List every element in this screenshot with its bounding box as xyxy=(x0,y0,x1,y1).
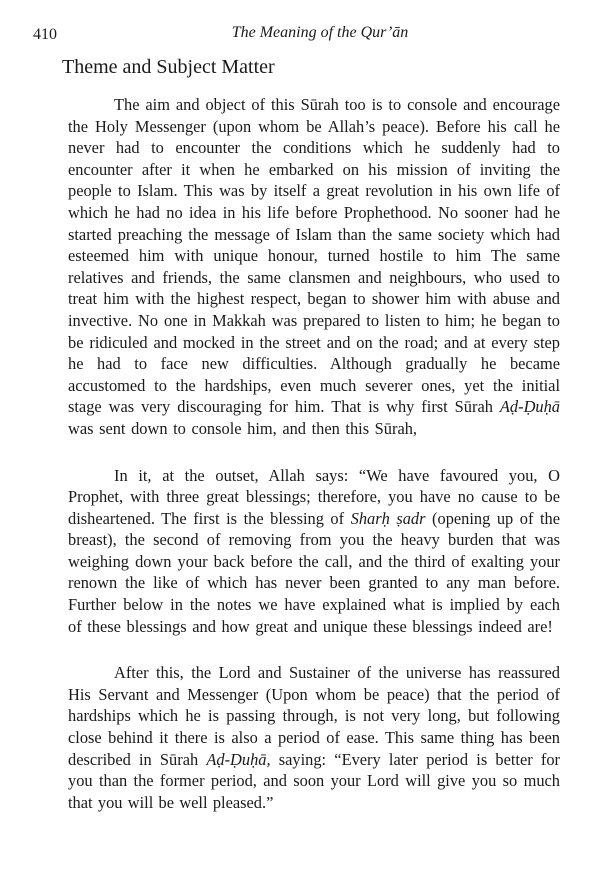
paragraph xyxy=(68,662,560,813)
paragraph xyxy=(68,94,560,440)
running-header xyxy=(0,22,600,48)
text-run: saying: “Every later period is better for you than the former period, and soon your Lord will give you so much that you will be well pleased.” xyxy=(68,749,561,812)
text-run: The aim and object of this Sūrah too is to console and encourage the Holy Messenger (upon whom be Allah’s peace). Before his call he never had to encounter the conditions which he suddenly had to encounter after it when he embarked on his mission of inviting the people to Islam. This was by itself a great revolution in his own life of which he had no idea in his life before Prophethood. No sooner had he started preaching the message of Islam than the same society which had esteemed him with unique honour, turned hostile to him The same relatives and friends, the same clansmen and neighbours, who used to treat him with the highest respect, began to shower him with abuse and invective. No one in Makkah was prepared to listen to him; he began to be ridiculed and mocked in the street and on the road; and at every step he had to face new difficulties. Although gradually he became accustomed to the hardships, even much severer ones, yet the initial stage was very discouraging for him. That is why first Sūrah xyxy=(68,95,560,417)
italic-term: Aḍ-Ḍuḥā, xyxy=(206,749,271,769)
page-number: 410 xyxy=(33,26,57,43)
paragraph xyxy=(68,465,560,638)
book-title: The Meaning of the Qur’ān xyxy=(231,24,409,41)
text-run: was sent down to console him, and then this Sūrah, xyxy=(68,418,418,438)
text-run: In it, at the outset, Allah says: “We have favoured you, O Prophet, with three great blessings; therefore, you have no cause to be disheartened. The first is the blessing of xyxy=(68,465,560,528)
text-run: After this, the Lord and Sustainer of the universe has reassured His Servant and Messenger (Upon whom be peace) that the period of hardships which he is passing through, is not very long, but following close behind it there is also a period of ease. This same thing has been described in Sūrah xyxy=(68,663,560,769)
body-text xyxy=(68,94,560,838)
section-heading: Theme and Subject Matter xyxy=(62,56,275,78)
italic-term: Sharḥ ṣadr xyxy=(350,508,426,528)
text-run: (opening up of the breast), the second of removing from you the heavy burden that was weighing down your back before the call, and the third of exalting your renown the like of which has never been granted to any man before. Further below in the notes we have explained what is implied by each of these blessings and how great and unique these blessings indeed are! xyxy=(68,508,560,636)
italic-term: Aḍ-Ḍuḥā xyxy=(499,397,560,417)
